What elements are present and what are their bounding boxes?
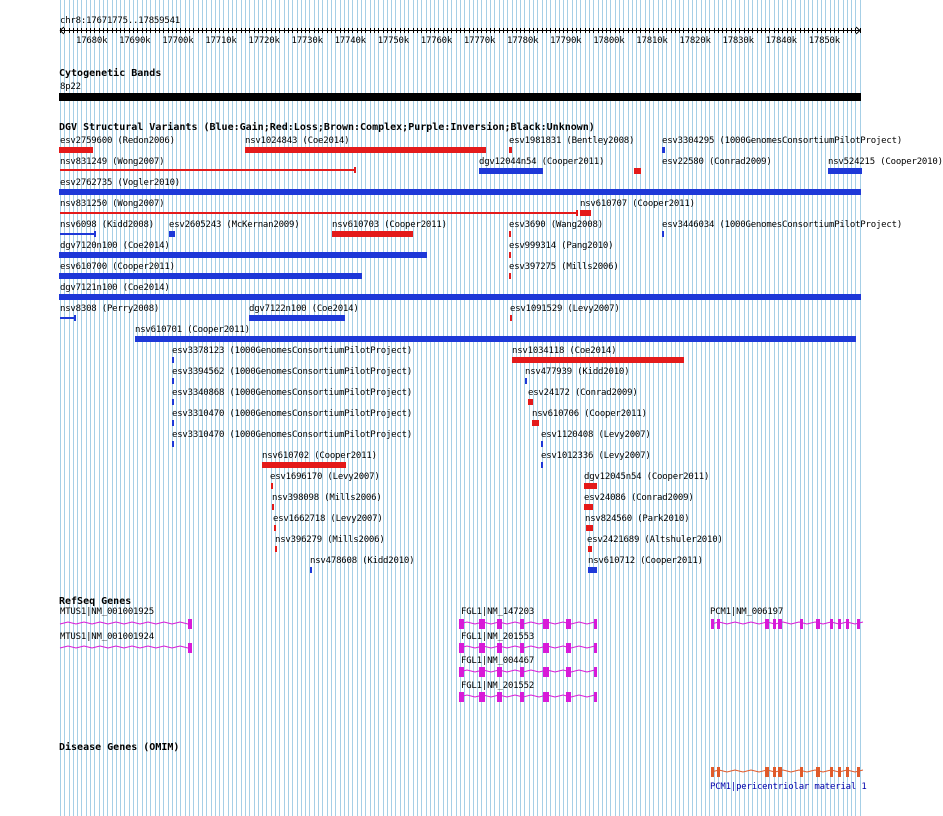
refseq-exon [479,619,485,629]
refseq-exon [816,619,820,629]
dgv-feature-label[interactable]: dgv7121n100 (Coe2014) [60,283,170,293]
omim-track-title: Disease Genes (OMIM) [59,742,180,753]
omim-exon [765,767,769,777]
dgv-feature-label[interactable]: nsv8308 (Perry2008) [60,304,160,314]
refseq-exon [594,667,597,677]
refseq-exon [566,619,571,629]
dgv-feature-label[interactable]: esv610700 (Cooper2011) [60,262,175,272]
refseq-exon [594,692,597,702]
refseq-exon [830,619,833,629]
refseq-exon [543,667,549,677]
ruler-tick-label: 17780k [507,36,539,46]
dgv-feature-label[interactable]: esv1662718 (Levy2007) [273,514,383,524]
refseq-gene-label[interactable]: FGL1|NM_004467 [461,656,535,666]
refseq-exon [800,619,803,629]
refseq-exon [520,643,524,653]
refseq-exon [459,619,464,629]
refseq-exon [711,619,714,629]
refseq-exon [566,692,571,702]
ruler-tick-label: 17820k [679,36,711,46]
ruler-tick-label: 17690k [119,36,151,46]
dgv-feature-label[interactable]: nsv610701 (Cooper2011) [135,325,250,335]
dgv-feature-label[interactable]: esv3394562 (1000GenomesConsortiumPilotProject) [172,367,413,377]
dgv-feature-label[interactable]: nsv396279 (Mills2006) [275,535,385,545]
ruler-tick-label: 17720k [248,36,280,46]
refseq-gene-label[interactable]: MTUS1|NM_001001924 [60,632,154,642]
refseq-exon [543,692,549,702]
refseq-gene-glyph[interactable] [60,619,192,629]
dgv-feature-label[interactable]: esv3378123 (1000GenomesConsortiumPilotProject) [172,346,413,356]
refseq-exon [459,667,464,677]
refseq-gene-label[interactable]: FGL1|NM_201553 [461,632,535,642]
dgv-feature-label[interactable]: nsv824560 (Park2010) [585,514,690,524]
refseq-exon [188,643,192,653]
dgv-feature-label[interactable]: esv22580 (Conrad2009) [662,157,772,167]
refseq-exon [479,667,485,677]
dgv-feature-label[interactable]: esv2762735 (Vogler2010) [60,178,181,188]
dgv-feature-label[interactable]: esv397275 (Mills2006) [509,262,619,272]
refseq-gene-glyph[interactable] [459,619,597,629]
omim-exon [773,767,776,777]
ruler-tick-label: 17810k [636,36,668,46]
dgv-feature-label[interactable]: nsv524215 (Cooper2010) [828,157,943,167]
dgv-feature-label[interactable]: nsv610702 (Cooper2011) [262,451,377,461]
omim-exon [778,767,782,777]
dgv-feature-label[interactable]: nsv478608 (Kidd2010) [310,556,415,566]
dgv-feature-label[interactable]: nsv610703 (Cooper2011) [332,220,447,230]
refseq-exon [497,619,502,629]
refseq-exon [520,619,524,629]
ruler-tick-label: 17700k [162,36,194,46]
refseq-exon [497,692,502,702]
dgv-feature-label[interactable]: esv3310470 (1000GenomesConsortiumPilotProject) [172,430,413,440]
ruler-tick-label: 17680k [76,36,108,46]
refseq-exon [566,643,571,653]
omim-gene-glyph[interactable] [711,767,863,777]
ruler-tick-label: 17800k [593,36,625,46]
dgv-feature-label[interactable]: esv3304295 (1000GenomesConsortiumPilotProject) [662,136,903,146]
dgv-feature-label[interactable]: nsv610706 (Cooper2011) [532,409,647,419]
dgv-feature-label[interactable]: esv2421689 (Altshuler2010) [587,535,723,545]
dgv-feature-label[interactable]: nsv831249 (Wong2007) [60,157,165,167]
refseq-track-title: RefSeq Genes [59,596,132,607]
refseq-exon [594,643,597,653]
refseq-exon [594,619,597,629]
dgv-feature-label[interactable]: esv1696170 (Levy2007) [270,472,380,482]
refseq-exon [459,643,464,653]
refseq-exon [846,619,849,629]
dgv-feature-label[interactable]: esv1091529 (Levy2007) [510,304,620,314]
ruler-tick-label: 17770k [463,36,496,46]
refseq-gene-glyph[interactable] [459,643,597,653]
cytoband-track-title: Cytogenetic Bands [59,68,162,79]
dgv-feature-label[interactable]: nsv1024843 (Coe2014) [245,136,350,146]
ruler-tick-label: 17830k [722,36,754,46]
dgv-track-title: DGV Structural Variants (Blue:Gain;Red:Loss;Brown:Complex;Purple:Inversion;Black:Unknown) [59,122,595,133]
refseq-exon [520,692,524,702]
refseq-exon [543,619,549,629]
dgv-feature-label[interactable]: dgv7120n100 (Coe2014) [60,241,170,251]
refseq-exon [838,619,841,629]
refseq-exon [497,667,502,677]
location-label: chr8:17671775..17859541 [60,16,181,26]
refseq-gene-glyph[interactable] [459,692,597,702]
refseq-exon [459,692,464,702]
dgv-feature-label[interactable]: esv1120408 (Levy2007) [541,430,651,440]
refseq-exon [479,692,485,702]
dgv-feature-label[interactable]: esv1981831 (Bentley2008) [509,136,635,146]
refseq-exon [778,619,782,629]
dgv-feature-label[interactable]: esv999314 (Pang2010) [509,241,614,251]
omim-exon [800,767,803,777]
dgv-feature-label[interactable]: esv3690 (Wang2008) [509,220,603,230]
ruler-tick-label: 17840k [765,36,797,46]
refseq-exon [188,619,192,629]
ruler-tick-label: 17850k [808,36,840,46]
dgv-feature-label[interactable]: esv2605243 (McKernan2009) [169,220,300,230]
refseq-exon [717,619,720,629]
dgv-feature-label[interactable]: nsv398098 (Mills2006) [272,493,382,503]
refseq-exon [566,667,571,677]
ruler-tick-label: 17730k [291,36,323,46]
omim-exon [838,767,841,777]
dgv-feature-label[interactable]: nsv610712 (Cooper2011) [588,556,703,566]
omim-exon [846,767,849,777]
omim-exon [830,767,833,777]
dgv-feature-label[interactable]: dgv12045n54 (Cooper2011) [584,472,710,482]
refseq-gene-label[interactable]: FGL1|NM_147203 [461,607,535,617]
dgv-feature-label[interactable]: nsv6098 (Kidd2008) [60,220,154,230]
refseq-gene-glyph[interactable] [711,619,863,629]
dgv-feature-label[interactable]: nsv1034118 (Coe2014) [512,346,617,356]
refseq-exon [857,619,860,629]
refseq-exon [520,667,524,677]
refseq-gene-label[interactable]: MTUS1|NM_001001925 [60,607,154,617]
ruler-tick-label: 17750k [377,36,409,46]
omim-gene-label[interactable]: PCM1|pericentriolar material 1 [710,782,867,792]
omim-exon [857,767,860,777]
dgv-feature-label[interactable]: esv3446034 (1000GenomesConsortiumPilotProject) [662,220,903,230]
cytoband-label: 8p22 [60,82,81,92]
refseq-exon [497,643,502,653]
dgv-feature-label[interactable]: esv24172 (Conrad2009) [528,388,638,398]
omim-exon [816,767,820,777]
refseq-gene-glyph[interactable] [60,643,192,653]
refseq-gene-label[interactable]: FGL1|NM_201552 [461,681,535,691]
refseq-gene-glyph[interactable] [459,667,597,677]
dgv-feature-label[interactable]: esv24086 (Conrad2009) [584,493,694,503]
refseq-exon [765,619,769,629]
ruler-tick-label: 17760k [420,36,453,46]
dgv-feature-label[interactable]: esv1012336 (Levy2007) [541,451,651,461]
dgv-feature-label[interactable]: nsv831250 (Wong2007) [60,199,165,209]
refseq-gene-label[interactable]: PCM1|NM_006197 [710,607,784,617]
refseq-exon [543,643,549,653]
ruler-tick-label: 17710k [205,36,237,46]
refseq-exon [479,643,485,653]
dgv-feature-label[interactable]: nsv610707 (Cooper2011) [580,199,695,209]
omim-exon [711,767,714,777]
dgv-feature-label[interactable]: esv3340868 (1000GenomesConsortiumPilotProject) [172,388,413,398]
ruler-tick-label: 17740k [334,36,366,46]
refseq-exon [773,619,776,629]
dgv-feature-label[interactable]: dgv12044n54 (Cooper2011) [479,157,605,167]
dgv-feature-label[interactable]: dgv7122n100 (Coe2014) [249,304,359,314]
ruler-tick-label: 17790k [550,36,582,46]
dgv-feature-label[interactable]: nsv477939 (Kidd2010) [525,367,630,377]
omim-exon [717,767,720,777]
dgv-feature-label[interactable]: esv2759600 (Redon2006) [60,136,175,146]
dgv-feature-label[interactable]: esv3310470 (1000GenomesConsortiumPilotProject) [172,409,413,419]
